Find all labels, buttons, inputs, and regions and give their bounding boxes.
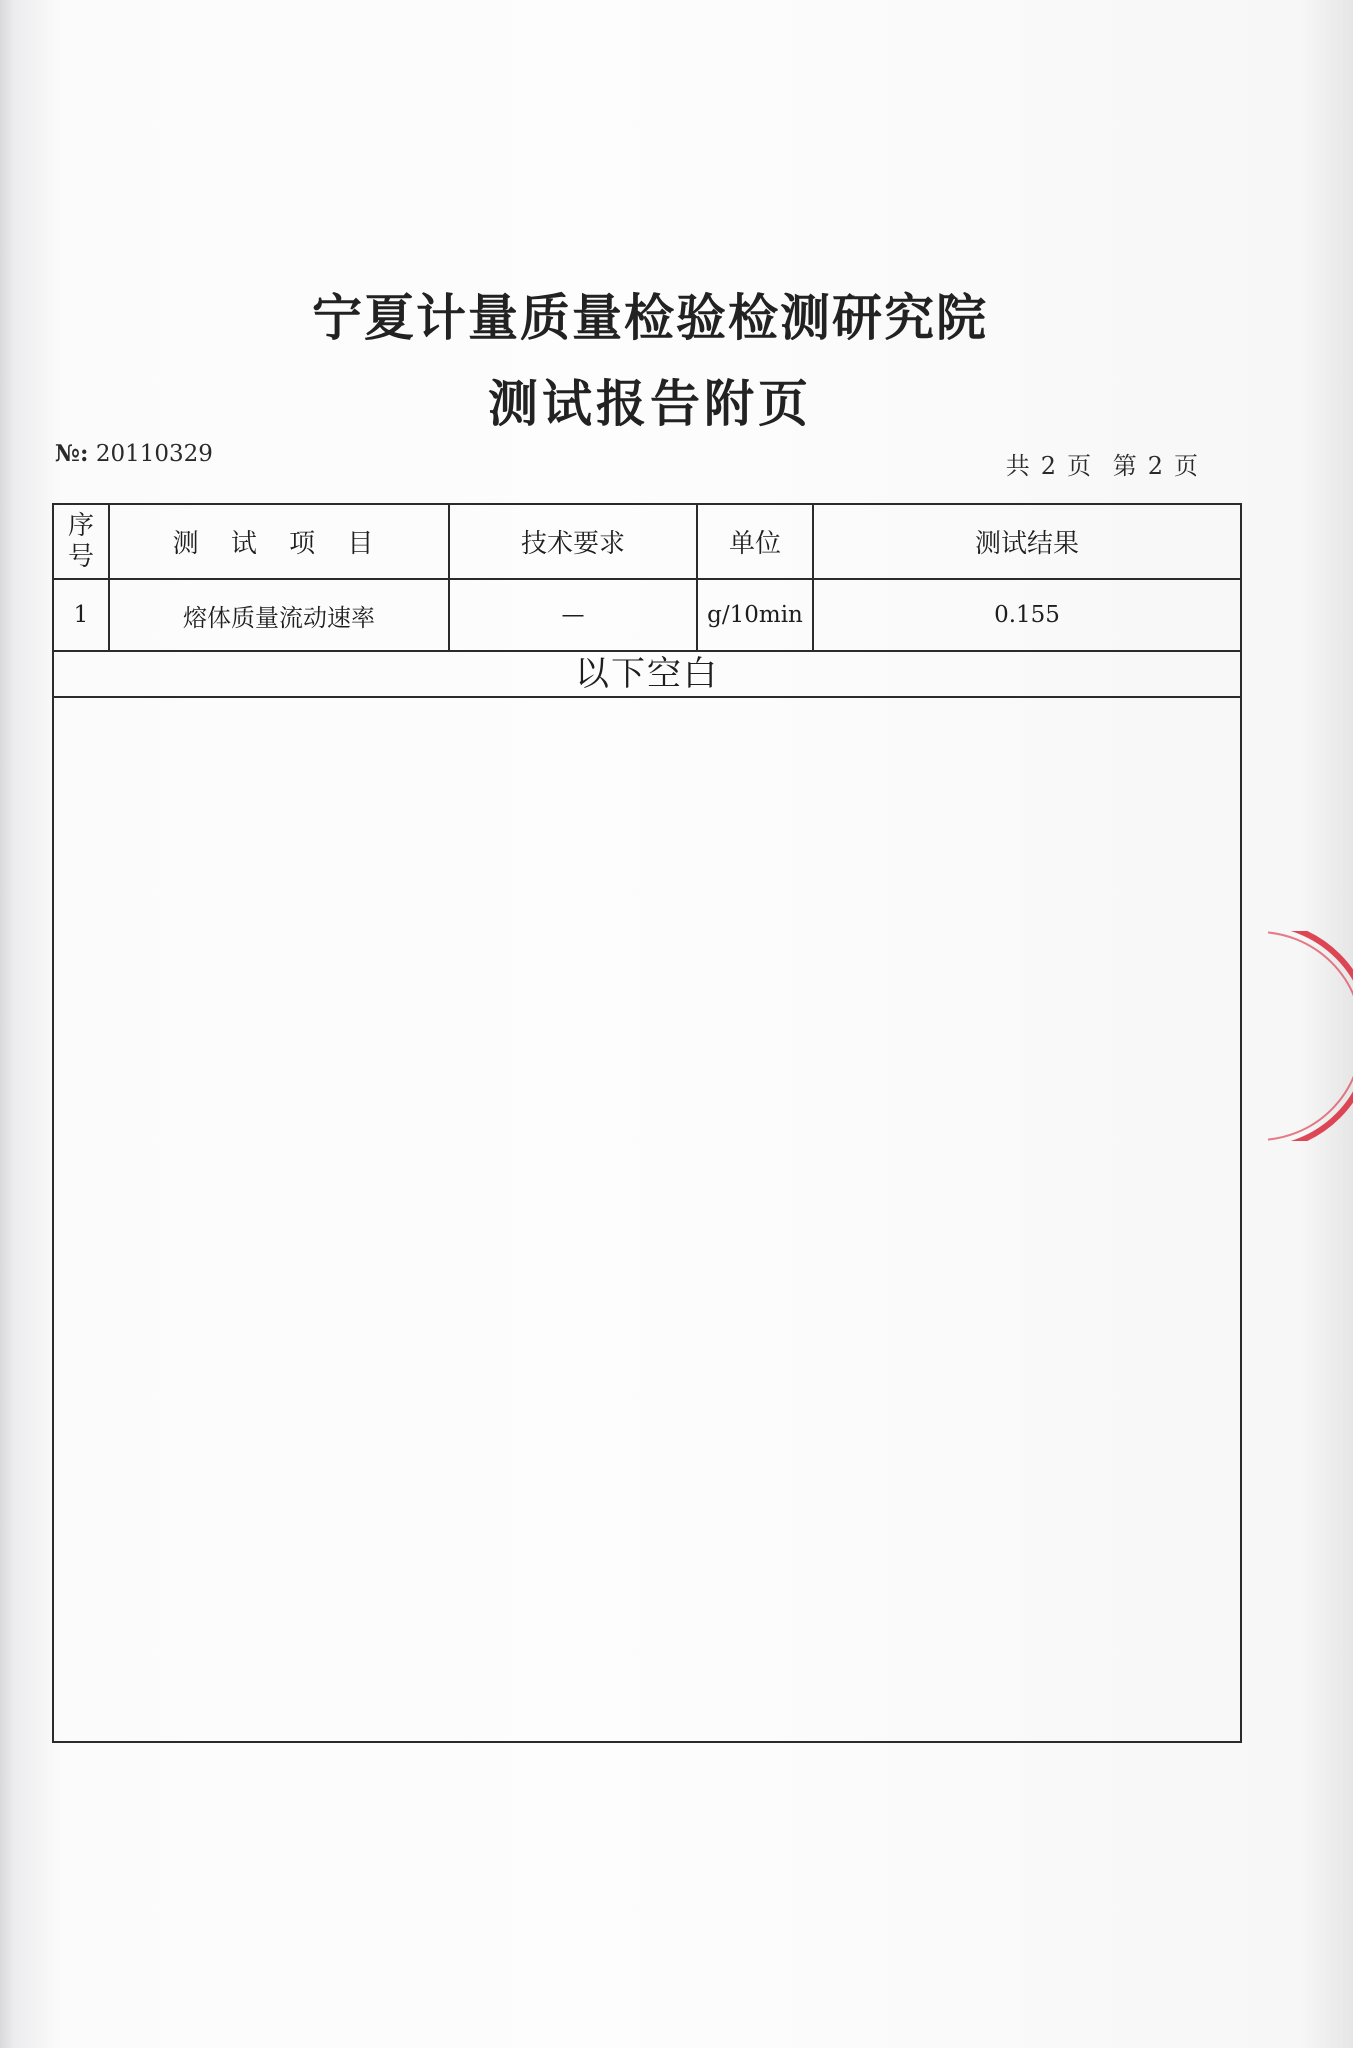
blank-note-row bbox=[53, 651, 1241, 697]
table-row bbox=[53, 579, 1241, 651]
page-current-prefix: 第 bbox=[1112, 452, 1140, 480]
blank-note: 以下空白 bbox=[53, 651, 1241, 697]
cell-requirement: — bbox=[449, 579, 697, 651]
institute-title: 宁夏计量质量检验检测研究院 bbox=[312, 289, 988, 347]
cell-seq: 1 bbox=[53, 579, 109, 651]
page-total-value: 2 bbox=[1040, 452, 1060, 480]
report-number-label: №: bbox=[55, 440, 89, 467]
report-number-value: 20110329 bbox=[95, 441, 213, 467]
header-seq-bottom: 号 bbox=[67, 541, 94, 572]
header-seq bbox=[53, 504, 109, 579]
blank-area-row bbox=[53, 697, 1241, 1742]
page-current-suffix: 页 bbox=[1174, 452, 1201, 480]
header-requirement: 技术要求 bbox=[449, 504, 697, 579]
seal-stamp-icon bbox=[1268, 931, 1353, 1141]
header-seq-top: 序 bbox=[67, 510, 94, 541]
table-header-row bbox=[53, 504, 1241, 579]
results-table bbox=[52, 503, 1242, 1743]
cell-result: 0.155 bbox=[813, 579, 1241, 651]
cell-unit: g/10min bbox=[697, 579, 813, 651]
page-total-prefix: 共 bbox=[1005, 452, 1033, 480]
cell-item: 熔体质量流动速率 bbox=[109, 579, 449, 651]
official-seal bbox=[1268, 931, 1353, 1141]
page-count bbox=[1002, 446, 1205, 481]
blank-area bbox=[53, 697, 1241, 1742]
document-title: 测试报告附页 bbox=[488, 375, 812, 433]
header-result: 测试结果 bbox=[813, 504, 1241, 579]
page-total-suffix: 页 bbox=[1067, 452, 1095, 480]
page-current-value: 2 bbox=[1147, 452, 1166, 480]
report-number bbox=[55, 440, 213, 467]
header-unit: 单位 bbox=[697, 504, 813, 579]
header-item: 测 试 项 目 bbox=[109, 504, 449, 579]
